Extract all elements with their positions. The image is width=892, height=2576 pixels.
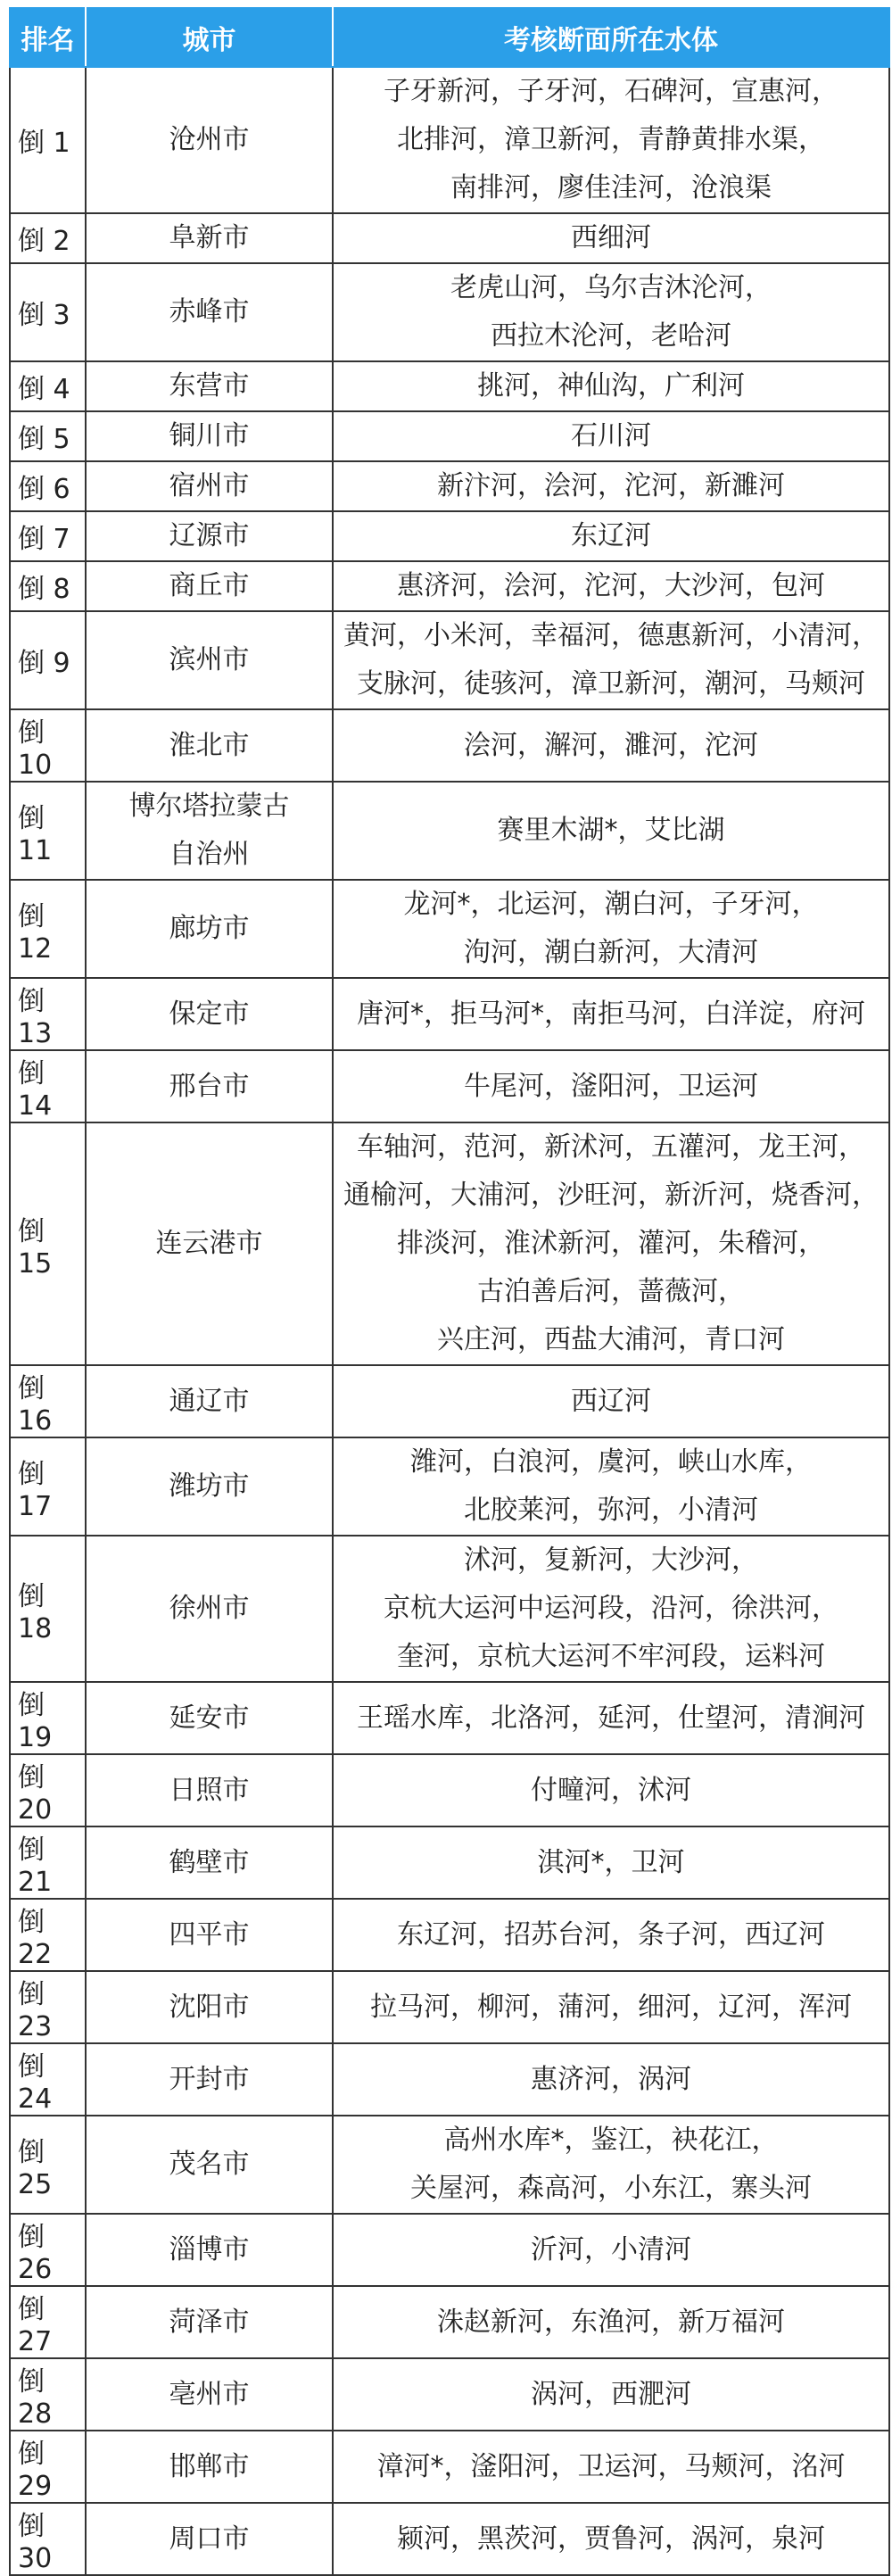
city-name-line: 茂名市 bbox=[169, 2149, 250, 2180]
water-body-line: 惠济河，涡河 bbox=[531, 2063, 691, 2095]
city-name-line: 潍坊市 bbox=[169, 1470, 250, 1502]
city-cell bbox=[86, 2286, 333, 2358]
header-rank: 排名 bbox=[10, 8, 86, 67]
water-body-line: 淇河*，卫河 bbox=[537, 1846, 685, 1878]
water-body-cell bbox=[333, 2214, 889, 2286]
water-body-line: 潍河，白浪河，虞河，峡山水库， bbox=[410, 1446, 812, 1478]
city-cell bbox=[86, 213, 333, 263]
water-body-line: 唐河*，拒马河*，南拒马河，白洋淀，府河 bbox=[357, 998, 865, 1030]
water-body-cell bbox=[333, 2286, 889, 2358]
water-body-line: 拉马河，柳河，蒲河，细河，辽河，浑河 bbox=[370, 1991, 852, 2023]
water-body-cell bbox=[333, 611, 889, 709]
water-body-line: 赛里木湖*，艾比湖 bbox=[497, 815, 725, 846]
water-body-cell bbox=[333, 2043, 889, 2116]
water-body-line: 京杭大运河中运河段，沿河，徐洪河， bbox=[384, 1593, 838, 1624]
city-name-line: 滨州市 bbox=[169, 644, 250, 675]
table-row bbox=[10, 511, 889, 561]
rank-cell: 倒 29 bbox=[10, 2431, 86, 2503]
rank-cell: 倒 7 bbox=[10, 511, 86, 561]
table-row bbox=[10, 2116, 889, 2214]
water-body-cell bbox=[333, 880, 889, 978]
rank-cell: 倒 6 bbox=[10, 461, 86, 511]
city-cell bbox=[86, 263, 333, 361]
table-row bbox=[10, 1971, 889, 2043]
water-body-cell bbox=[333, 67, 889, 213]
water-body-line: 西拉木沦河，老哈河 bbox=[491, 320, 731, 352]
table-row bbox=[10, 2503, 889, 2575]
table-body bbox=[10, 67, 889, 2575]
city-cell bbox=[86, 1437, 333, 1536]
table-row bbox=[10, 2431, 889, 2503]
rank-cell: 倒 2 bbox=[10, 213, 86, 263]
water-body-line: 关屋河，森高河，小东江，寨头河 bbox=[410, 2173, 812, 2204]
water-body-line: 南排河，廖佳洼河，沧浪渠 bbox=[450, 172, 772, 203]
water-body-cell bbox=[333, 1826, 889, 1899]
water-body-line: 涡河，西淝河 bbox=[531, 2378, 691, 2410]
water-body-line: 古泊善后河，蔷薇河， bbox=[477, 1276, 745, 1307]
city-cell bbox=[86, 1536, 333, 1682]
table-row bbox=[10, 709, 889, 782]
city-cell bbox=[86, 782, 333, 880]
water-body-line: 龙河*，北运河，潮白河，子牙河， bbox=[403, 889, 819, 920]
ranking-table bbox=[9, 7, 890, 2576]
rank-cell: 倒 22 bbox=[10, 1899, 86, 1971]
rank-cell: 倒 4 bbox=[10, 361, 86, 411]
table-row bbox=[10, 461, 889, 511]
water-body-line: 沭河，复新河，大沙河， bbox=[464, 1545, 758, 1576]
table-row bbox=[10, 361, 889, 411]
city-name-line: 淮北市 bbox=[169, 729, 250, 761]
water-body-line: 西细河 bbox=[571, 222, 651, 253]
water-body-cell bbox=[333, 1754, 889, 1826]
city-name-line: 自治州 bbox=[169, 839, 250, 870]
city-cell bbox=[86, 2431, 333, 2503]
water-body-cell bbox=[333, 2358, 889, 2431]
table-row bbox=[10, 1536, 889, 1682]
water-body-cell bbox=[333, 511, 889, 561]
rank-cell: 倒 5 bbox=[10, 411, 86, 461]
city-cell bbox=[86, 2214, 333, 2286]
city-name-line: 亳州市 bbox=[169, 2378, 250, 2410]
water-body-line: 高州水库*，鉴江，袂花江， bbox=[443, 2125, 779, 2156]
city-cell bbox=[86, 561, 333, 611]
rank-cell: 倒 13 bbox=[10, 978, 86, 1050]
water-body-cell bbox=[333, 361, 889, 411]
city-cell bbox=[86, 411, 333, 461]
rank-cell: 倒 26 bbox=[10, 2214, 86, 2286]
water-body-line: 车轴河，范河，新沭河，五灌河，龙王河， bbox=[357, 1131, 865, 1163]
rank-cell: 倒 27 bbox=[10, 2286, 86, 2358]
header-water-body: 考核断面所在水体 bbox=[333, 8, 889, 67]
water-body-cell bbox=[333, 978, 889, 1050]
city-name-line: 东营市 bbox=[169, 370, 250, 402]
table-row bbox=[10, 611, 889, 709]
water-body-line: 王瑶水库，北洛河，延河，仕望河，清涧河 bbox=[357, 1702, 865, 1734]
rank-cell: 倒 9 bbox=[10, 611, 86, 709]
city-name-line: 沈阳市 bbox=[169, 1991, 250, 2023]
city-name-line: 保定市 bbox=[169, 998, 250, 1030]
rank-cell: 倒 1 bbox=[10, 67, 86, 213]
city-name-line: 宿州市 bbox=[169, 470, 250, 501]
city-cell bbox=[86, 2116, 333, 2214]
rank-cell: 倒 8 bbox=[10, 561, 86, 611]
rank-cell: 倒 28 bbox=[10, 2358, 86, 2431]
water-body-line: 浍河，澥河，濉河，沱河 bbox=[464, 729, 758, 761]
water-body-cell bbox=[333, 709, 889, 782]
table-row bbox=[10, 213, 889, 263]
table-row bbox=[10, 1754, 889, 1826]
table-row bbox=[10, 411, 889, 461]
water-body-cell bbox=[333, 782, 889, 880]
table-row bbox=[10, 782, 889, 880]
city-name-line: 连云港市 bbox=[155, 1228, 263, 1259]
city-cell bbox=[86, 1050, 333, 1122]
header-city: 城市 bbox=[86, 8, 333, 67]
table-row bbox=[10, 2358, 889, 2431]
city-name-line: 商丘市 bbox=[169, 570, 250, 601]
water-body-line: 北排河，漳卫新河，青静黄排水渠， bbox=[397, 124, 825, 155]
table-row bbox=[10, 2286, 889, 2358]
city-name-line: 博尔塔拉蒙古 bbox=[128, 791, 290, 822]
water-body-line: 支脉河，徒骇河，漳卫新河，潮河，马颊河 bbox=[357, 668, 865, 700]
table-row bbox=[10, 1899, 889, 1971]
city-name-line: 邢台市 bbox=[169, 1070, 250, 1102]
city-name-line: 阜新市 bbox=[169, 222, 250, 253]
water-body-cell bbox=[333, 411, 889, 461]
water-body-line: 沂河，小清河 bbox=[531, 2233, 691, 2265]
rank-cell: 倒 12 bbox=[10, 880, 86, 978]
water-body-line: 颍河，黑茨河，贾鲁河，涡河，泉河 bbox=[397, 2522, 825, 2555]
water-body-line: 东辽河 bbox=[571, 520, 651, 551]
water-body-line: 付疃河，沭河 bbox=[531, 1774, 691, 1806]
water-body-line: 惠济河，浍河，沱河，大沙河，包河 bbox=[397, 570, 825, 601]
city-name-line: 通辽市 bbox=[169, 1385, 250, 1417]
city-name-line: 铜川市 bbox=[169, 420, 250, 451]
city-name-line: 四平市 bbox=[169, 1918, 250, 1951]
rank-cell: 倒 16 bbox=[10, 1365, 86, 1437]
city-cell bbox=[86, 978, 333, 1050]
water-body-line: 东辽河，招苏台河，条子河，西辽河 bbox=[397, 1918, 825, 1951]
water-body-line: 老虎山河，乌尔吉沐沦河， bbox=[450, 272, 772, 303]
water-body-line: 子牙新河，子牙河，石碑河，宣惠河， bbox=[384, 76, 838, 107]
rank-cell: 倒 3 bbox=[10, 263, 86, 361]
city-cell bbox=[86, 2043, 333, 2116]
water-body-line: 兴庄河，西盐大浦河，青口河 bbox=[437, 1324, 785, 1355]
water-body-line: 通榆河，大浦河，沙旺河，新沂河，烧香河， bbox=[343, 1180, 879, 1211]
water-body-line: 石川河 bbox=[571, 420, 651, 451]
rank-cell: 倒 10 bbox=[10, 709, 86, 782]
water-body-cell bbox=[333, 561, 889, 611]
water-body-line: 新汴河，浍河，沱河，新濉河 bbox=[437, 470, 785, 501]
table-row bbox=[10, 263, 889, 361]
city-cell bbox=[86, 880, 333, 978]
water-body-line: 北胶莱河，弥河，小清河 bbox=[464, 1495, 758, 1526]
city-name-line: 开封市 bbox=[169, 2063, 250, 2095]
rank-cell: 倒 14 bbox=[10, 1050, 86, 1122]
table-row bbox=[10, 67, 889, 213]
table-row bbox=[10, 1122, 889, 1365]
water-body-cell bbox=[333, 2116, 889, 2214]
rank-cell: 倒 25 bbox=[10, 2116, 86, 2214]
city-name-line: 徐州市 bbox=[169, 1593, 250, 1624]
water-body-cell bbox=[333, 2503, 889, 2575]
table-row bbox=[10, 2214, 889, 2286]
city-cell bbox=[86, 611, 333, 709]
water-body-cell bbox=[333, 2431, 889, 2503]
city-name-line: 周口市 bbox=[169, 2522, 250, 2555]
rank-cell: 倒 21 bbox=[10, 1826, 86, 1899]
city-name-line: 延安市 bbox=[169, 1702, 250, 1734]
rank-cell: 倒 19 bbox=[10, 1682, 86, 1754]
table-row bbox=[10, 561, 889, 611]
city-cell bbox=[86, 1899, 333, 1971]
city-cell bbox=[86, 461, 333, 511]
table-row bbox=[10, 1365, 889, 1437]
city-cell bbox=[86, 2503, 333, 2575]
rank-cell: 倒 20 bbox=[10, 1754, 86, 1826]
table-row bbox=[10, 880, 889, 978]
city-cell bbox=[86, 1122, 333, 1365]
city-name-line: 日照市 bbox=[169, 1774, 250, 1806]
water-body-line: 挑河，神仙沟，广利河 bbox=[477, 370, 745, 402]
water-body-line: 漳河*，滏阳河，卫运河，马颊河，洺河 bbox=[376, 2450, 846, 2482]
city-cell bbox=[86, 1754, 333, 1826]
rank-cell: 倒 11 bbox=[10, 782, 86, 880]
rank-cell: 倒 24 bbox=[10, 2043, 86, 2116]
table-row bbox=[10, 978, 889, 1050]
rank-cell: 倒 15 bbox=[10, 1122, 86, 1365]
water-body-line: 泃河，潮白新河，大清河 bbox=[464, 937, 758, 968]
rank-cell: 倒 30 bbox=[10, 2503, 86, 2575]
table-row bbox=[10, 1826, 889, 1899]
city-name-line: 菏泽市 bbox=[169, 2306, 250, 2338]
city-cell bbox=[86, 709, 333, 782]
city-name-line: 邯郸市 bbox=[169, 2450, 250, 2482]
city-cell bbox=[86, 67, 333, 213]
city-name-line: 沧州市 bbox=[169, 124, 250, 155]
table-row bbox=[10, 1437, 889, 1536]
rank-cell: 倒 17 bbox=[10, 1437, 86, 1536]
water-body-cell bbox=[333, 1536, 889, 1682]
city-cell bbox=[86, 1365, 333, 1437]
water-body-cell bbox=[333, 1971, 889, 2043]
water-body-cell bbox=[333, 1122, 889, 1365]
water-body-cell bbox=[333, 1899, 889, 1971]
water-body-line: 西辽河 bbox=[571, 1385, 651, 1417]
city-name-line: 淄博市 bbox=[169, 2233, 250, 2265]
water-body-cell bbox=[333, 213, 889, 263]
header-row bbox=[10, 8, 889, 67]
table-row bbox=[10, 2043, 889, 2116]
water-body-cell bbox=[333, 263, 889, 361]
city-name-line: 辽源市 bbox=[169, 520, 250, 551]
water-body-line: 黄河，小米河，幸福河，德惠新河，小清河， bbox=[343, 620, 879, 651]
city-name-line: 廊坊市 bbox=[169, 913, 250, 944]
table-row bbox=[10, 1682, 889, 1754]
water-body-cell bbox=[333, 1365, 889, 1437]
rank-cell: 倒 23 bbox=[10, 1971, 86, 2043]
city-cell bbox=[86, 511, 333, 561]
city-name-line: 鹤壁市 bbox=[169, 1846, 250, 1878]
water-body-cell bbox=[333, 1050, 889, 1122]
water-body-line: 牛尾河，滏阳河，卫运河 bbox=[464, 1070, 758, 1102]
city-name-line: 赤峰市 bbox=[169, 296, 250, 327]
water-body-line: 奎河，京杭大运河不牢河段，运料河 bbox=[397, 1641, 825, 1672]
water-body-line: 洙赵新河，东渔河，新万福河 bbox=[437, 2306, 785, 2338]
water-body-line: 排淡河，淮沭新河，灌河，朱稽河， bbox=[397, 1228, 825, 1259]
city-cell bbox=[86, 1971, 333, 2043]
city-cell bbox=[86, 1826, 333, 1899]
city-cell bbox=[86, 1682, 333, 1754]
table-row bbox=[10, 1050, 889, 1122]
city-cell bbox=[86, 2358, 333, 2431]
rank-cell: 倒 18 bbox=[10, 1536, 86, 1682]
water-body-cell bbox=[333, 1437, 889, 1536]
water-body-cell bbox=[333, 1682, 889, 1754]
city-cell bbox=[86, 361, 333, 411]
water-body-cell bbox=[333, 461, 889, 511]
